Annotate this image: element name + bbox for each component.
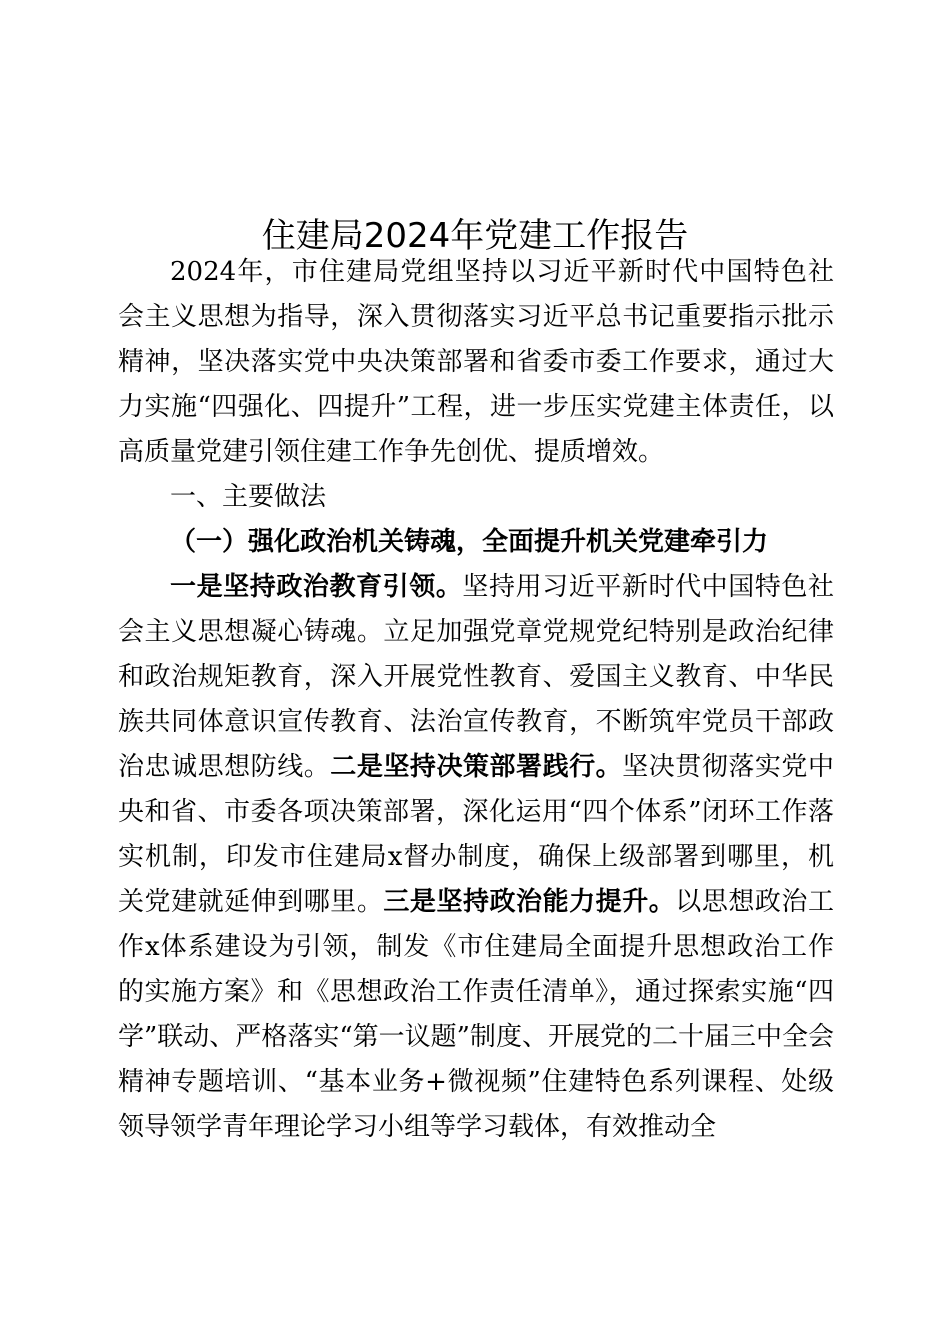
point-2-text: 坚决贯彻落实党中央和省、市委各项决策部署，深化运用“四个体系”闭环工作落实机制，印发市住建局x督办制度，确保上级部署到哪里，机关党建就延伸到哪里。 xyxy=(118,752,834,917)
subsection-heading-political-organ: （一）强化政治机关铸魂，全面提升机关党建牵引力 xyxy=(170,527,769,557)
point-1-text: 坚持用习近平新时代中国特色社会主义思想凝心铸魂。立足加强党章党规党纪特别是政治纪律和政治规矩教育，深入开展党性教育、爱国主义教育、中华民族共同体意识宣传教育、法治宣传教育，不断筑牢党员干部政治忠诚思想防线。 xyxy=(118,572,834,782)
body-paragraph-practices xyxy=(118,565,834,1150)
point-3-lead: 三是坚持政治能力提升。 xyxy=(383,887,676,917)
point-3-text: 以思想政治工作x体系建设为引领，制发《市住建局全面提升思想政治工作的实施方案》和《思想政治工作责任清单》，通过探索实施“四学”联动、严格落实“第一议题”制度、开展党的二十届三中全会精神专题培训、“基本业务+微视频”住建特色系列课程、处级领导领学青年理论学习小组等学习载体，有效推动全 xyxy=(118,887,834,1142)
intro-paragraph: 2024年，市住建局党组坚持以习近平新时代中国特色社会主义思想为指导，深入贯彻落实习近平总书记重要指示批示精神，坚决落实党中央决策部署和省委市委工作要求，通过大力实施“四强化、四提升”工程，进一步压实党建主体责任，以高质量党建引领住建工作争先创优、提质增效。 xyxy=(118,257,834,467)
point-2-lead: 二是坚持决策部署践行。 xyxy=(330,752,623,782)
section-heading-main-practices: 一、主要做法 xyxy=(170,482,327,512)
document-title: 住建局2024年党建工作报告 xyxy=(261,216,689,256)
document-body xyxy=(118,250,834,1150)
point-1-lead: 一是坚持政治教育引领。 xyxy=(170,572,463,602)
